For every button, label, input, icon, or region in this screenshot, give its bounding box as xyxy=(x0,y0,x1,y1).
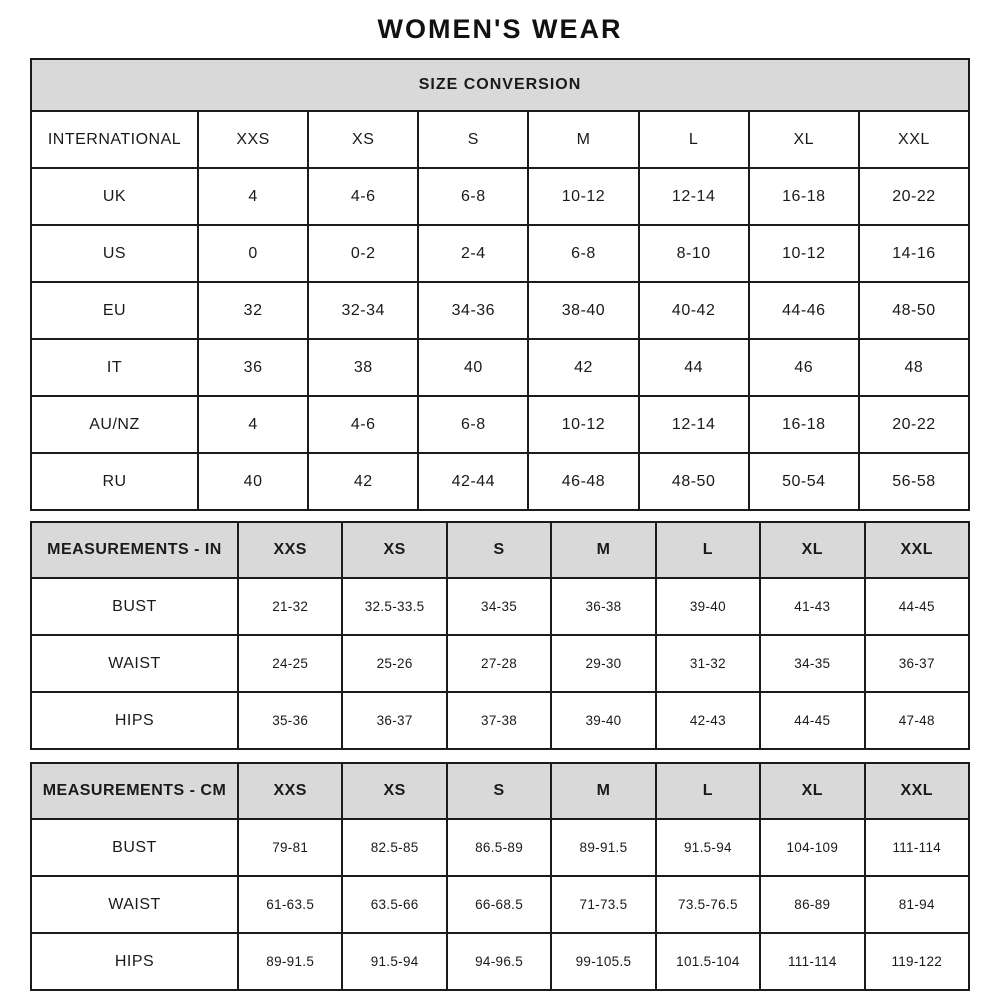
table-row-aunz xyxy=(31,396,969,453)
table-cell: 91.5-94 xyxy=(342,933,446,990)
table-row-waist-in xyxy=(31,635,969,692)
table-cell: 73.5-76.5 xyxy=(656,876,760,933)
row-label-waist: WAIST xyxy=(31,635,238,692)
row-label-bust: BUST xyxy=(31,819,238,876)
header-cell-s: S xyxy=(447,763,551,819)
table-cell: 20-22 xyxy=(859,168,969,225)
table-cell: 32-34 xyxy=(308,282,418,339)
table-cell: 40-42 xyxy=(639,282,749,339)
table-cell: 10-12 xyxy=(749,225,859,282)
table-cell: 16-18 xyxy=(749,396,859,453)
table-row-hips-cm xyxy=(31,933,969,990)
measurements-in-table xyxy=(30,521,970,750)
header-cell-xs: XS xyxy=(308,111,418,168)
table-cell: 42 xyxy=(528,339,638,396)
table-cell: 99-105.5 xyxy=(551,933,655,990)
table-cell: 8-10 xyxy=(639,225,749,282)
header-cell-xs: XS xyxy=(342,763,446,819)
table-cell: 38 xyxy=(308,339,418,396)
header-cell-xxl: XXL xyxy=(865,522,969,578)
header-cell-xxs: XXS xyxy=(198,111,308,168)
table-cell: 44-45 xyxy=(865,578,969,635)
header-cell-xxl: XXL xyxy=(859,111,969,168)
table-cell: 86-89 xyxy=(760,876,864,933)
row-label-bust: BUST xyxy=(31,578,238,635)
header-cell-international: INTERNATIONAL xyxy=(31,111,198,168)
table-cell: 71-73.5 xyxy=(551,876,655,933)
header-cell-l: L xyxy=(656,522,760,578)
table-cell: 89-91.5 xyxy=(551,819,655,876)
header-cell-m: M xyxy=(551,522,655,578)
header-cell-l: L xyxy=(656,763,760,819)
table-cell: 0 xyxy=(198,225,308,282)
table-cell: 119-122 xyxy=(865,933,969,990)
header-cell-xxl: XXL xyxy=(865,763,969,819)
table-cell: 47-48 xyxy=(865,692,969,749)
table-cell: 4-6 xyxy=(308,168,418,225)
header-cell-xl: XL xyxy=(749,111,859,168)
table-cell: 36-38 xyxy=(551,578,655,635)
table-cell: 10-12 xyxy=(528,396,638,453)
header-cell-xxs: XXS xyxy=(238,522,342,578)
row-label-ru: RU xyxy=(31,453,198,510)
measurements-in-title: MEASUREMENTS - IN xyxy=(31,522,238,578)
table-cell: 4-6 xyxy=(308,396,418,453)
table-cell: 44 xyxy=(639,339,749,396)
table-cell: 16-18 xyxy=(749,168,859,225)
table-cell: 4 xyxy=(198,168,308,225)
table-cell: 89-91.5 xyxy=(238,933,342,990)
table-cell: 24-25 xyxy=(238,635,342,692)
table-cell: 31-32 xyxy=(656,635,760,692)
table-cell: 12-14 xyxy=(639,396,749,453)
table-row-uk xyxy=(31,168,969,225)
measurements-cm-title: MEASUREMENTS - CM xyxy=(31,763,238,819)
table-cell: 14-16 xyxy=(859,225,969,282)
table-row-bust-cm xyxy=(31,819,969,876)
size-conversion-title: SIZE CONVERSION xyxy=(31,59,969,111)
table-cell: 104-109 xyxy=(760,819,864,876)
measurements-cm-header-row xyxy=(31,763,969,819)
table-cell: 46 xyxy=(749,339,859,396)
table-cell: 48-50 xyxy=(639,453,749,510)
table-cell: 6-8 xyxy=(418,396,528,453)
table-cell: 66-68.5 xyxy=(447,876,551,933)
table-cell: 29-30 xyxy=(551,635,655,692)
table-cell: 10-12 xyxy=(528,168,638,225)
size-conversion-table xyxy=(30,58,970,511)
header-cell-s: S xyxy=(447,522,551,578)
table-row-hips-in xyxy=(31,692,969,749)
header-cell-m: M xyxy=(528,111,638,168)
row-label-aunz: AU/NZ xyxy=(31,396,198,453)
table-cell: 41-43 xyxy=(760,578,864,635)
table-cell: 2-4 xyxy=(418,225,528,282)
row-label-hips: HIPS xyxy=(31,933,238,990)
header-cell-m: M xyxy=(551,763,655,819)
table-cell: 32.5-33.5 xyxy=(342,578,446,635)
table-row-bust-in xyxy=(31,578,969,635)
table-cell: 21-32 xyxy=(238,578,342,635)
table-cell: 42 xyxy=(308,453,418,510)
table-row-it xyxy=(31,339,969,396)
table-cell: 48 xyxy=(859,339,969,396)
table-cell: 0-2 xyxy=(308,225,418,282)
header-cell-xxs: XXS xyxy=(238,763,342,819)
row-label-hips: HIPS xyxy=(31,692,238,749)
measurements-in-header-row xyxy=(31,522,969,578)
table-cell: 37-38 xyxy=(447,692,551,749)
table-cell: 25-26 xyxy=(342,635,446,692)
table-cell: 39-40 xyxy=(656,578,760,635)
table-cell: 46-48 xyxy=(528,453,638,510)
table-cell: 20-22 xyxy=(859,396,969,453)
table-cell: 79-81 xyxy=(238,819,342,876)
table-cell: 50-54 xyxy=(749,453,859,510)
table-cell: 40 xyxy=(198,453,308,510)
table-cell: 34-35 xyxy=(447,578,551,635)
page-title: WOMEN'S WEAR xyxy=(377,14,623,44)
table-cell: 44-46 xyxy=(749,282,859,339)
table-cell: 81-94 xyxy=(865,876,969,933)
table-cell: 86.5-89 xyxy=(447,819,551,876)
row-label-eu: EU xyxy=(31,282,198,339)
row-label-uk: UK xyxy=(31,168,198,225)
table-cell: 34-35 xyxy=(760,635,864,692)
table-cell: 42-44 xyxy=(418,453,528,510)
table-cell: 44-45 xyxy=(760,692,864,749)
header-cell-l: L xyxy=(639,111,749,168)
row-label-it: IT xyxy=(31,339,198,396)
header-cell-s: S xyxy=(418,111,528,168)
row-label-us: US xyxy=(31,225,198,282)
table-cell: 34-36 xyxy=(418,282,528,339)
table-row-ru xyxy=(31,453,969,510)
table-cell: 111-114 xyxy=(760,933,864,990)
table-row-us xyxy=(31,225,969,282)
table-cell: 6-8 xyxy=(418,168,528,225)
header-cell-xs: XS xyxy=(342,522,446,578)
table-cell: 36 xyxy=(198,339,308,396)
table-cell: 38-40 xyxy=(528,282,638,339)
size-conversion-header-row xyxy=(31,111,969,168)
table-cell: 6-8 xyxy=(528,225,638,282)
table-cell: 12-14 xyxy=(639,168,749,225)
table-cell: 40 xyxy=(418,339,528,396)
header-cell-xl: XL xyxy=(760,763,864,819)
table-cell: 35-36 xyxy=(238,692,342,749)
measurements-cm-table xyxy=(30,762,970,991)
table-cell: 36-37 xyxy=(865,635,969,692)
table-row-eu xyxy=(31,282,969,339)
table-cell: 61-63.5 xyxy=(238,876,342,933)
row-label-waist: WAIST xyxy=(31,876,238,933)
table-cell: 48-50 xyxy=(859,282,969,339)
table-cell: 36-37 xyxy=(342,692,446,749)
table-cell: 101.5-104 xyxy=(656,933,760,990)
table-cell: 63.5-66 xyxy=(342,876,446,933)
table-cell: 111-114 xyxy=(865,819,969,876)
table-cell: 4 xyxy=(198,396,308,453)
table-cell: 32 xyxy=(198,282,308,339)
table-cell: 82.5-85 xyxy=(342,819,446,876)
table-cell: 39-40 xyxy=(551,692,655,749)
table-row-waist-cm xyxy=(31,876,969,933)
header-cell-xl: XL xyxy=(760,522,864,578)
table-cell: 91.5-94 xyxy=(656,819,760,876)
table-cell: 56-58 xyxy=(859,453,969,510)
table-cell: 94-96.5 xyxy=(447,933,551,990)
table-cell: 42-43 xyxy=(656,692,760,749)
table-cell: 27-28 xyxy=(447,635,551,692)
